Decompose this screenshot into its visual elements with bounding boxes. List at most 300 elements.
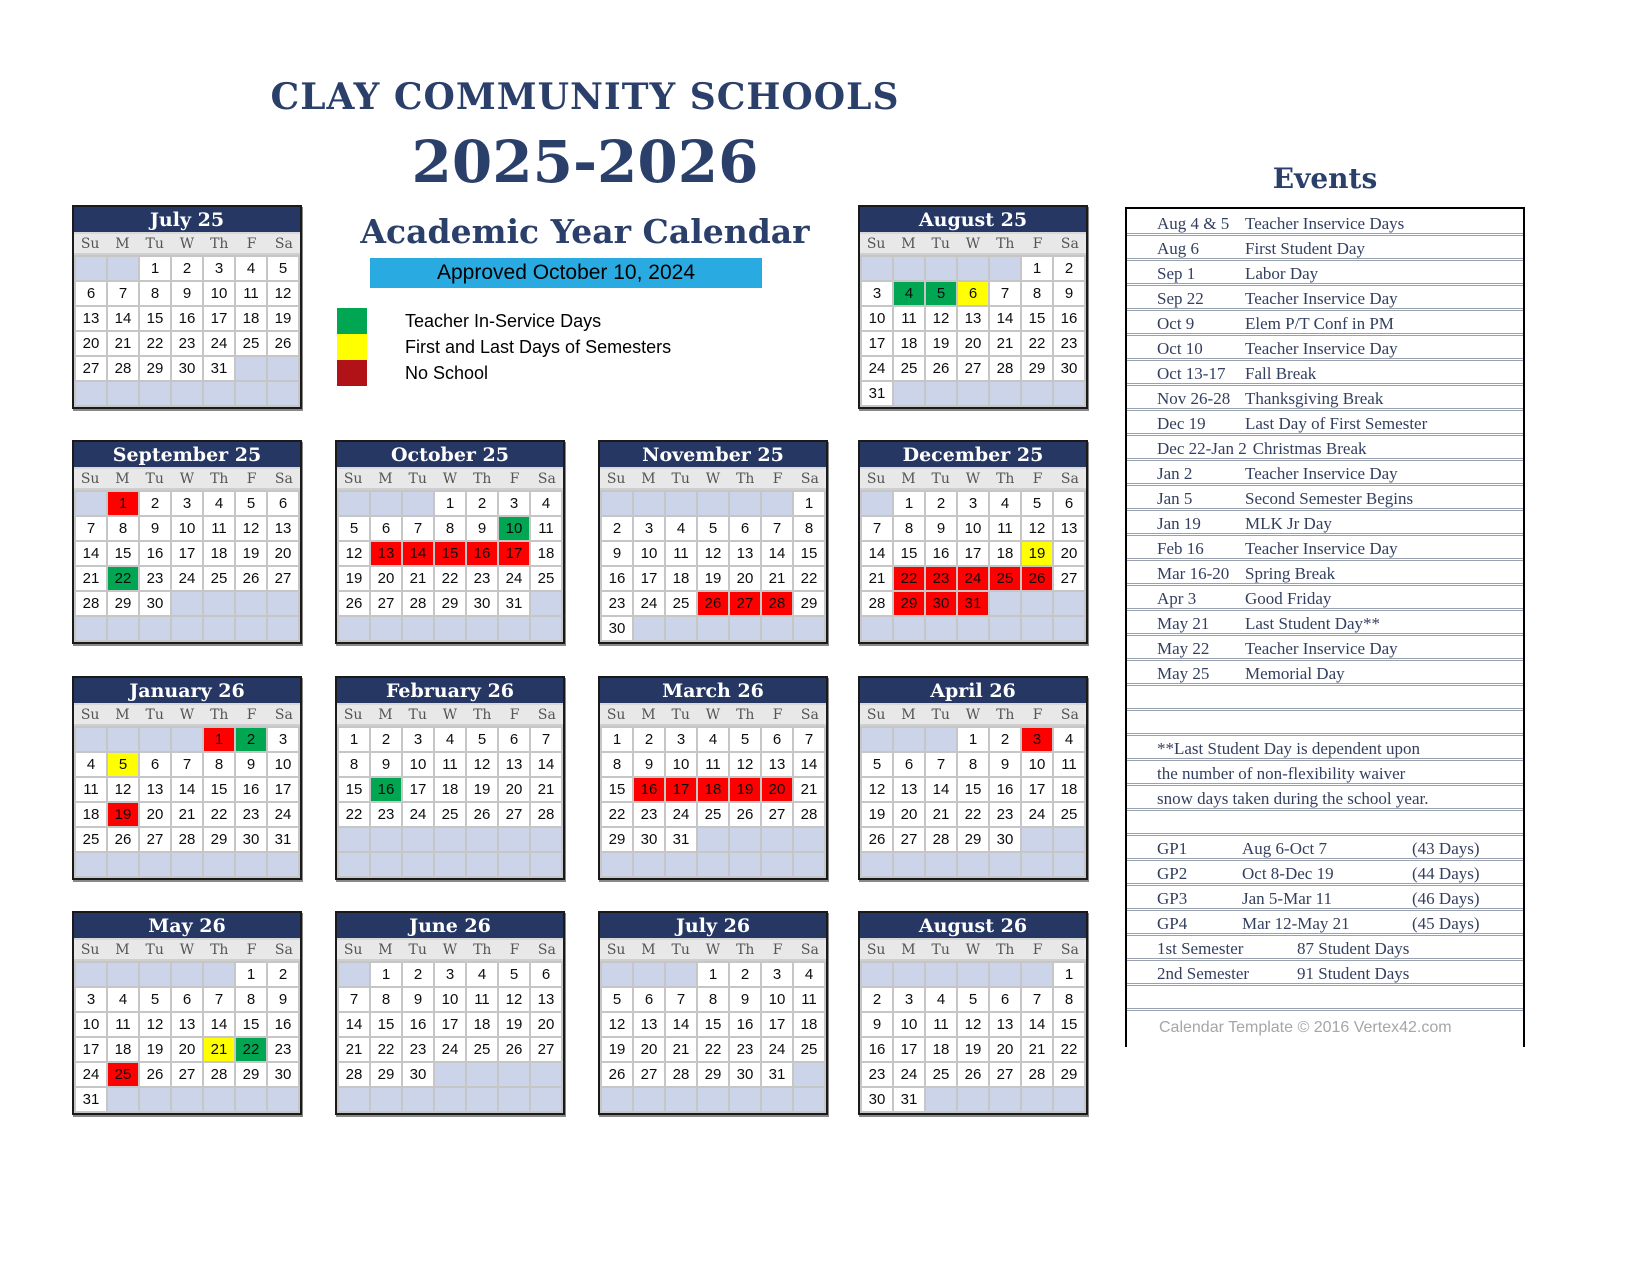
legend-item-label: Teacher In-Service Days [405, 310, 602, 331]
day-cell: 30 [268, 1063, 298, 1086]
day-cell: 16 [172, 307, 202, 330]
day-cell: 23 [1054, 332, 1084, 355]
day-cell: 14 [1022, 1013, 1052, 1036]
day-cell: 14 [990, 307, 1020, 330]
day-cell: 3 [958, 492, 988, 515]
day-cell: 1 [958, 728, 988, 751]
day-cell: 3 [894, 988, 924, 1011]
event-description: Spring Break [1245, 564, 1336, 583]
day-cell: 13 [371, 542, 401, 565]
day-cell: 16 [371, 778, 401, 801]
weekday-label: W [705, 471, 721, 487]
day-cell: 2 [172, 257, 202, 280]
semester-label: 2nd Semester [1157, 964, 1250, 983]
empty-cell [172, 963, 202, 986]
event-date: Oct 9 [1157, 314, 1195, 333]
day-cell: 13 [894, 778, 924, 801]
day-cell: 23 [990, 803, 1020, 826]
weekday-label: W [179, 236, 195, 252]
day-cell: 28 [531, 803, 561, 826]
weekday-label: Sa [537, 707, 556, 723]
weekday-label: F [246, 236, 257, 252]
empty-cell [730, 1088, 760, 1111]
legend-item [337, 360, 671, 386]
weekday-label: Tu [931, 236, 950, 252]
empty-cell [794, 1063, 824, 1086]
empty-cell [894, 257, 924, 280]
day-cell: 21 [990, 332, 1020, 355]
day-cell: 24 [268, 803, 298, 826]
day-cell: 30 [172, 357, 202, 380]
day-cell: 4 [531, 492, 561, 515]
day-cell: 14 [204, 1013, 234, 1036]
empty-cell [862, 853, 892, 876]
day-cell: 7 [926, 753, 956, 776]
weekday-label: Th [736, 471, 755, 487]
day-cell: 6 [762, 728, 792, 751]
empty-cell [268, 592, 298, 615]
day-cell: 13 [762, 753, 792, 776]
day-cell: 12 [730, 753, 760, 776]
month-grid [337, 961, 563, 1113]
day-cell: 16 [268, 1013, 298, 1036]
empty-cell [76, 617, 106, 640]
event-row [1127, 436, 1523, 461]
day-cell: 13 [958, 307, 988, 330]
day-cell: 27 [531, 1038, 561, 1061]
day-cell: 28 [172, 828, 202, 851]
day-cell: 31 [268, 828, 298, 851]
weekday-label: F [772, 707, 783, 723]
calendar-march-26 [598, 676, 828, 880]
day-cell: 21 [794, 778, 824, 801]
day-cell: 25 [435, 803, 465, 826]
day-cell: 27 [76, 357, 106, 380]
day-cell: 10 [634, 542, 664, 565]
day-cell: 29 [435, 592, 465, 615]
empty-cell [371, 853, 401, 876]
day-cell: 15 [794, 542, 824, 565]
day-cell: 4 [435, 728, 465, 751]
empty-cell [1022, 853, 1052, 876]
weekday-label: F [772, 471, 783, 487]
weekday-label: F [246, 707, 257, 723]
day-cell: 4 [1054, 728, 1084, 751]
day-cell: 26 [268, 332, 298, 355]
empty-cell [531, 853, 561, 876]
day-cell: 8 [1054, 988, 1084, 1011]
grading-period-range: Aug 6-Oct 7 [1242, 839, 1327, 858]
day-cell: 21 [1022, 1038, 1052, 1061]
empty-cell [499, 617, 529, 640]
weekday-label: W [442, 707, 458, 723]
day-cell: 8 [140, 282, 170, 305]
event-description: Second Semester Begins [1245, 489, 1414, 508]
empty-cell [531, 1063, 561, 1086]
day-cell: 13 [730, 542, 760, 565]
grading-period-days: (46 Days) [1412, 889, 1480, 908]
day-cell: 30 [730, 1063, 760, 1086]
day-cell: 14 [666, 1013, 696, 1036]
day-cell: 18 [990, 542, 1020, 565]
empty-cell [339, 963, 369, 986]
day-cell: 26 [339, 592, 369, 615]
day-cell: 14 [172, 778, 202, 801]
semester-label: 1st Semester [1157, 939, 1244, 958]
event-description: Memorial Day [1245, 664, 1345, 683]
semester-row [1127, 936, 1523, 961]
day-cell: 23 [371, 803, 401, 826]
day-cell: 8 [794, 517, 824, 540]
event-description: Last Day of First Semester [1245, 414, 1428, 433]
weekday-label: Sa [537, 471, 556, 487]
day-cell: 10 [1022, 753, 1052, 776]
event-date: Oct 10 [1157, 339, 1203, 358]
day-cell: 25 [236, 332, 266, 355]
weekday-label: Tu [145, 471, 164, 487]
day-cell: 13 [990, 1013, 1020, 1036]
event-description: Teacher Inservice Days [1245, 214, 1405, 233]
empty-cell [698, 853, 728, 876]
weekday-label: Su [343, 707, 363, 723]
empty-cell [990, 617, 1020, 640]
day-cell: 22 [1054, 1038, 1084, 1061]
month-grid [860, 961, 1086, 1113]
day-cell: 18 [204, 542, 234, 565]
weekday-header [74, 234, 300, 255]
empty-cell [926, 1088, 956, 1111]
empty-cell [467, 1088, 497, 1111]
day-cell: 5 [958, 988, 988, 1011]
day-cell: 26 [236, 567, 266, 590]
weekday-label: Th [210, 707, 229, 723]
day-cell: 30 [862, 1088, 892, 1111]
event-row [1127, 611, 1523, 636]
events-title: Events [1272, 162, 1378, 195]
empty-cell [435, 828, 465, 851]
event-date: May 25 [1157, 664, 1210, 683]
empty-cell [666, 617, 696, 640]
day-cell: 22 [236, 1038, 266, 1061]
weekday-label: Tu [408, 707, 427, 723]
day-cell: 15 [602, 778, 632, 801]
day-cell: 12 [1022, 517, 1052, 540]
no-school-swatch [337, 360, 367, 386]
empty-cell [634, 492, 664, 515]
events-list [1127, 211, 1523, 1011]
day-cell: 28 [339, 1063, 369, 1086]
empty-cell [339, 1088, 369, 1111]
day-cell: 31 [894, 1088, 924, 1111]
day-cell: 23 [862, 1063, 892, 1086]
weekday-label: Tu [408, 942, 427, 958]
day-cell: 8 [602, 753, 632, 776]
day-cell: 15 [698, 1013, 728, 1036]
event-date: Mar 16-20 [1157, 564, 1230, 583]
empty-cell [730, 492, 760, 515]
events-panel [1125, 207, 1525, 1047]
teacher-inservice-swatch [337, 308, 367, 334]
weekday-label: Tu [931, 471, 950, 487]
semester-days: 87 Student Days [1297, 939, 1410, 958]
empty-cell [602, 1088, 632, 1111]
empty-cell [531, 828, 561, 851]
weekday-label: Th [473, 942, 492, 958]
empty-cell [1054, 828, 1084, 851]
day-cell: 9 [403, 988, 433, 1011]
day-cell: 29 [140, 357, 170, 380]
day-cell: 6 [76, 282, 106, 305]
day-cell: 31 [762, 1063, 792, 1086]
weekday-label: Th [473, 707, 492, 723]
grading-period-days: (45 Days) [1412, 914, 1480, 933]
empty-cell [140, 617, 170, 640]
day-cell: 18 [236, 307, 266, 330]
empty-cell [1054, 1088, 1084, 1111]
day-cell: 27 [730, 592, 760, 615]
day-cell: 19 [268, 307, 298, 330]
day-cell: 25 [531, 567, 561, 590]
empty-cell [794, 1088, 824, 1111]
day-cell: 18 [926, 1038, 956, 1061]
empty-cell [499, 1088, 529, 1111]
empty-cell [894, 617, 924, 640]
day-cell: 11 [467, 988, 497, 1011]
day-cell: 12 [339, 542, 369, 565]
weekday-label: Tu [931, 707, 950, 723]
weekday-header [337, 940, 563, 961]
day-cell: 24 [634, 592, 664, 615]
day-cell: 23 [268, 1038, 298, 1061]
day-cell: 9 [268, 988, 298, 1011]
empty-cell [435, 617, 465, 640]
day-cell: 13 [531, 988, 561, 1011]
day-cell: 18 [467, 1013, 497, 1036]
day-cell: 13 [634, 1013, 664, 1036]
day-cell: 9 [862, 1013, 892, 1036]
day-cell: 4 [76, 753, 106, 776]
day-cell: 7 [339, 988, 369, 1011]
day-cell: 3 [634, 517, 664, 540]
day-cell: 11 [435, 753, 465, 776]
day-cell: 1 [140, 257, 170, 280]
day-cell: 20 [531, 1013, 561, 1036]
empty-cell [990, 1088, 1020, 1111]
day-cell: 2 [140, 492, 170, 515]
day-cell: 23 [140, 567, 170, 590]
weekday-label: M [901, 707, 916, 723]
weekday-label: Sa [274, 942, 293, 958]
day-cell: 26 [958, 1063, 988, 1086]
weekday-label: Sa [1060, 942, 1079, 958]
event-description: Fall Break [1245, 364, 1317, 383]
day-cell: 3 [76, 988, 106, 1011]
empty-cell [76, 492, 106, 515]
day-cell: 29 [1022, 357, 1052, 380]
day-cell: 15 [894, 542, 924, 565]
grading-period-label: GP4 [1157, 914, 1188, 933]
day-cell: 10 [435, 988, 465, 1011]
weekday-label: Sa [274, 236, 293, 252]
day-cell: 11 [894, 307, 924, 330]
empty-cell [108, 728, 138, 751]
day-cell: 20 [499, 778, 529, 801]
day-cell: 26 [108, 828, 138, 851]
day-cell: 1 [108, 492, 138, 515]
day-cell: 21 [666, 1038, 696, 1061]
day-cell: 17 [76, 1038, 106, 1061]
grading-period-label: GP1 [1157, 839, 1188, 858]
empty-cell [894, 853, 924, 876]
day-cell: 23 [730, 1038, 760, 1061]
month-title: March 26 [600, 678, 826, 705]
day-cell: 25 [666, 592, 696, 615]
weekday-label: F [246, 471, 257, 487]
day-cell: 7 [794, 728, 824, 751]
empty-cell [403, 617, 433, 640]
event-description: Elem P/T Conf in PM [1245, 314, 1394, 333]
day-cell: 29 [1054, 1063, 1084, 1086]
day-cell: 12 [236, 517, 266, 540]
day-cell: 24 [76, 1063, 106, 1086]
empty-cell [862, 492, 892, 515]
empty-cell [140, 382, 170, 405]
weekday-label: M [115, 707, 130, 723]
day-cell: 2 [467, 492, 497, 515]
empty-cell [894, 963, 924, 986]
day-cell: 18 [1054, 778, 1084, 801]
empty-cell [236, 617, 266, 640]
month-title: November 25 [600, 442, 826, 469]
calendar-december-25 [858, 440, 1088, 644]
weekday-label: F [509, 707, 520, 723]
month-grid [337, 490, 563, 642]
semester-row [1127, 961, 1523, 986]
day-cell: 8 [958, 753, 988, 776]
weekday-label: F [509, 942, 520, 958]
day-cell: 7 [762, 517, 792, 540]
empty-cell [76, 257, 106, 280]
day-cell: 22 [435, 567, 465, 590]
empty-cell [926, 963, 956, 986]
day-cell: 8 [204, 753, 234, 776]
day-cell: 21 [108, 332, 138, 355]
day-cell: 6 [531, 963, 561, 986]
day-cell: 12 [862, 778, 892, 801]
empty-cell [403, 492, 433, 515]
day-cell: 25 [204, 567, 234, 590]
empty-cell [140, 853, 170, 876]
empty-cell [666, 1088, 696, 1111]
day-cell: 14 [762, 542, 792, 565]
day-cell: 17 [894, 1038, 924, 1061]
event-date: Dec 22-Jan 2 [1157, 439, 1247, 458]
empty-cell [76, 382, 106, 405]
semester-days: 91 Student Days [1297, 964, 1410, 983]
empty-cell [339, 853, 369, 876]
empty-cell [531, 1088, 561, 1111]
year-range: 2025-2026 [411, 128, 759, 196]
day-cell: 27 [499, 803, 529, 826]
legend [337, 308, 671, 386]
day-cell: 10 [862, 307, 892, 330]
day-cell: 15 [371, 1013, 401, 1036]
event-description: Christmas Break [1252, 439, 1367, 458]
day-cell: 29 [958, 828, 988, 851]
day-cell: 22 [958, 803, 988, 826]
day-cell: 29 [204, 828, 234, 851]
weekday-label: Th [736, 707, 755, 723]
school-name: CLAY COMMUNITY SCHOOLS [270, 76, 900, 118]
day-cell: 5 [499, 963, 529, 986]
event-row [1127, 386, 1523, 411]
day-cell: 4 [990, 492, 1020, 515]
empty-cell [268, 1088, 298, 1111]
day-cell: 8 [894, 517, 924, 540]
day-cell: 7 [108, 282, 138, 305]
day-cell: 18 [531, 542, 561, 565]
day-cell: 8 [339, 753, 369, 776]
day-cell: 28 [926, 828, 956, 851]
day-cell: 10 [403, 753, 433, 776]
empty-cell [172, 1088, 202, 1111]
day-cell: 20 [634, 1038, 664, 1061]
day-cell: 29 [236, 1063, 266, 1086]
day-cell: 8 [236, 988, 266, 1011]
empty-cell [666, 492, 696, 515]
day-cell: 22 [698, 1038, 728, 1061]
day-cell: 9 [634, 753, 664, 776]
calendar-may-26 [72, 911, 302, 1115]
weekday-label: Tu [671, 942, 690, 958]
day-cell: 1 [339, 728, 369, 751]
calendar-july-25 [72, 205, 302, 409]
event-row [1127, 461, 1523, 486]
day-cell: 18 [435, 778, 465, 801]
weekday-label: Th [473, 471, 492, 487]
empty-cell [794, 617, 824, 640]
empty-cell [236, 382, 266, 405]
empty-cell [666, 853, 696, 876]
day-cell: 15 [435, 542, 465, 565]
day-cell: 26 [467, 803, 497, 826]
event-description: Labor Day [1245, 264, 1319, 283]
day-cell: 31 [499, 592, 529, 615]
empty-cell [204, 382, 234, 405]
weekday-header [74, 469, 300, 490]
empty-cell [108, 1088, 138, 1111]
events-footer: Calendar Template © 2016 Vertex42.com [1159, 1019, 1452, 1036]
note-text: the number of non-flexibility waiver [1157, 764, 1406, 783]
event-date: May 21 [1157, 614, 1210, 633]
day-cell: 11 [794, 988, 824, 1011]
weekday-label: Th [210, 236, 229, 252]
day-cell: 12 [926, 307, 956, 330]
day-cell: 10 [958, 517, 988, 540]
day-cell: 7 [1022, 988, 1052, 1011]
day-cell: 8 [371, 988, 401, 1011]
day-cell: 24 [958, 567, 988, 590]
day-cell: 18 [108, 1038, 138, 1061]
empty-cell [762, 617, 792, 640]
day-cell: 10 [268, 753, 298, 776]
empty-cell [602, 853, 632, 876]
day-cell: 29 [108, 592, 138, 615]
weekday-label: W [179, 471, 195, 487]
day-cell: 28 [762, 592, 792, 615]
day-cell: 6 [268, 492, 298, 515]
event-date: Sep 22 [1157, 289, 1204, 308]
